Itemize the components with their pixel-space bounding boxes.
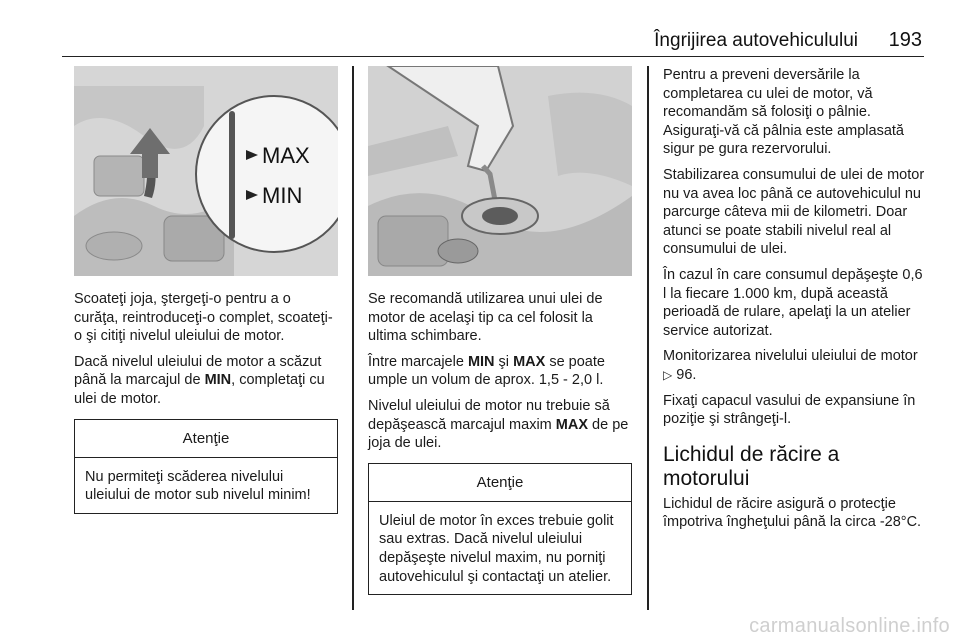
text-span: de pe joja de ulei. — [368, 416, 629, 452]
column-3 — [663, 66, 925, 539]
cross-reference-link[interactable]: 96. — [672, 366, 697, 383]
paragraph — [368, 397, 632, 453]
warning-text: Nu permiteţi scăderea nivelului uleiului de motor sub nivelul minim! — [85, 468, 311, 504]
paragraph: Scoateţi joja, ştergeţi-o pentru a o curăţa, reintroduceţi-o complet, scoateţi-o şi citiţi nivelul uleiului de motor. — [74, 291, 333, 345]
page-header — [62, 24, 924, 57]
column-2 — [368, 66, 632, 595]
text-span: se poate umple un volum de aprox. 1,5 - 2,0 l. — [368, 353, 605, 389]
oil-filling-illustration — [368, 66, 632, 276]
paragraph — [368, 353, 632, 390]
cross-reference-icon: ▷ — [663, 367, 673, 382]
oil-filling-drawing — [368, 66, 632, 276]
section-heading: Lichidul de răcire a motorului — [663, 442, 840, 490]
paragraph: Stabilizarea consumului de ulei de motor nu va avea loc până ce autovehiculul nu parcurge câteva mii de kilometri. Doar atunci se poate stabili nivelul real al consumului de ulei. — [663, 166, 925, 258]
bold-term: MAX — [555, 416, 589, 433]
max-label: MAX — [262, 143, 310, 168]
dipstick-zoom-circle — [196, 96, 338, 252]
warning-title: Atenţie — [75, 420, 337, 458]
column-divider-1 — [352, 66, 354, 610]
paragraph: Lichidul de răcire asigură o protecţie împotriva îngheţului până la circa -28°C. — [663, 495, 922, 531]
warning-text: Uleiul de motor în exces trebuie golit sau extras. Dacă nivelul uleiului depăşeşte nivelul maxim, nu porniţi autovehiculul şi contactaţi un atelier. — [379, 512, 614, 585]
paragraph: În cazul în care consumul depăşeşte 0,6 l la fiecare 1.000 km, după această perioadă de rulare, apelaţi la un atelier service autorizat. — [663, 266, 923, 339]
paragraph: Pentru a preveni deversările la completarea cu ulei de motor, vă recomandăm să folosiţi o pâlnie. Asiguraţi-vă că pâlnia este amplasată sigur pe gura rezervorului. — [663, 67, 904, 158]
dipstick-drawing — [74, 66, 338, 276]
text-span: Dacă nivelul uleiului de motor a scăzut până la marcajul de — [74, 353, 322, 389]
text-span: Nivelul uleiului de motor nu trebuie să depăşească marcajul maxim — [368, 397, 610, 433]
bold-term: MAX — [513, 353, 546, 370]
text-span: şi — [494, 353, 514, 370]
warning-box — [368, 463, 632, 595]
warning-body — [75, 458, 337, 513]
watermark[interactable]: carmanualsonline.info — [749, 615, 950, 637]
paragraph: Fixaţi capacul vasului de expansiune în poziţie şi strângeţi-l. — [663, 392, 916, 428]
bold-term: MIN — [467, 353, 495, 370]
paragraph: Se recomandă utilizarea unui ulei de motor de acelaşi tip ca cel folosit la ultima schimbare. — [368, 291, 603, 345]
text-span: , completaţi cu ulei de motor. — [74, 372, 325, 407]
column-divider-2 — [647, 66, 649, 610]
page-title: Îngrijirea autovehiculului — [654, 30, 858, 51]
paragraph — [74, 353, 338, 409]
warning-box — [74, 419, 338, 514]
text-span: Între marcajele — [368, 353, 468, 370]
bold-term: MIN — [204, 372, 232, 389]
dipstick-illustration — [74, 66, 338, 276]
warning-title: Atenţie — [369, 464, 631, 502]
page-number: 193 — [888, 29, 922, 51]
column-1 — [74, 66, 338, 514]
min-label: MIN — [262, 183, 303, 208]
paragraph — [663, 347, 925, 384]
text-span: Monitorizarea nivelului uleiului de motor — [663, 348, 918, 365]
warning-body — [369, 502, 631, 594]
